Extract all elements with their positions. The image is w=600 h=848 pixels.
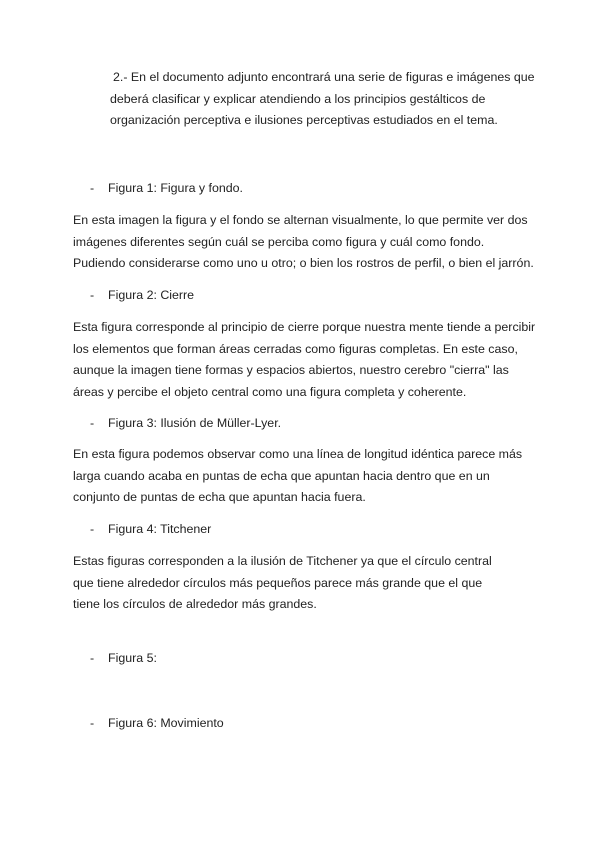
paragraph-line: En esta figura podemos observar como una línea de longitud idéntica parece más — [73, 447, 523, 461]
figure-3-explanation — [73, 444, 543, 509]
bullet-dash: - — [90, 181, 95, 195]
figure-heading-label: Figura 5: — [108, 651, 157, 665]
figure-heading-label: Figura 6: Movimiento — [108, 716, 224, 730]
instruction-line: 2.- En el documento adjunto encontrará una serie de figuras e imágenes que — [113, 70, 535, 84]
figure-2-explanation — [73, 317, 543, 403]
figure-6-heading — [0, 713, 600, 735]
figure-5-heading — [0, 648, 600, 670]
bullet-dash: - — [90, 716, 95, 730]
instruction-line: deberá clasificar y explicar atendiendo a los principios gestálticos de — [110, 91, 486, 106]
figure-4-explanation — [73, 551, 543, 616]
paragraph-line: Pudiendo considerarse como uno u otro; o bien los rostros de perfil, o bien el jarrón. — [73, 256, 534, 270]
paragraph-line: áreas y percibe el objeto central como una figura completa y coherente. — [73, 384, 467, 399]
assignment-instructions — [110, 67, 550, 132]
bullet-dash: - — [90, 522, 95, 536]
bullet-dash: - — [90, 288, 95, 302]
paragraph-line: En esta imagen la figura y el fondo se alternan visualmente, lo que permite ver dos — [73, 213, 528, 227]
figure-heading-label: Figura 3: Ilusión de Müller-Lyer. — [108, 416, 282, 430]
paragraph-line: aunque la imagen tiene formas y espacios abiertos, nuestro cerebro "cierra" las — [73, 363, 509, 377]
figure-heading-label: Figura 4: Titchener — [108, 522, 212, 536]
paragraph-line: conjunto de puntas de echa que apuntan hacia fuera. — [73, 490, 366, 504]
paragraph-line: que tiene alrededor círculos más pequeños parece más grande que el que — [73, 575, 483, 590]
instruction-line: organización perceptiva e ilusiones perceptivas estudiados en el tema. — [110, 113, 498, 127]
bullet-dash: - — [90, 416, 95, 430]
paragraph-line: Estas figuras corresponden a la ilusión de Titchener ya que el círculo central — [73, 554, 492, 568]
paragraph-line: Esta figura corresponde al principio de cierre porque nuestra mente tiende a percibir — [73, 320, 536, 334]
figure-heading-label: Figura 2: Cierre — [108, 288, 195, 302]
bullet-dash: - — [90, 651, 95, 665]
paragraph-line: larga cuando acaba en puntas de echa que apuntan hacia dentro que en un — [73, 468, 490, 483]
figure-3-heading — [0, 413, 600, 435]
figure-4-heading — [0, 519, 600, 541]
paragraph-line: tiene los círculos de alrededor más grandes. — [73, 597, 317, 611]
figure-2-heading — [0, 285, 600, 307]
paragraph-line: los elementos que forman áreas cerradas como figuras completas. En este caso, — [73, 341, 518, 356]
figure-1-explanation — [73, 210, 543, 275]
figure-1-heading — [0, 178, 600, 200]
paragraph-line: imágenes diferentes según cuál se perciba como figura y cuál como fondo. — [73, 234, 485, 249]
figure-heading-label: Figura 1: Figura y fondo. — [108, 181, 243, 195]
